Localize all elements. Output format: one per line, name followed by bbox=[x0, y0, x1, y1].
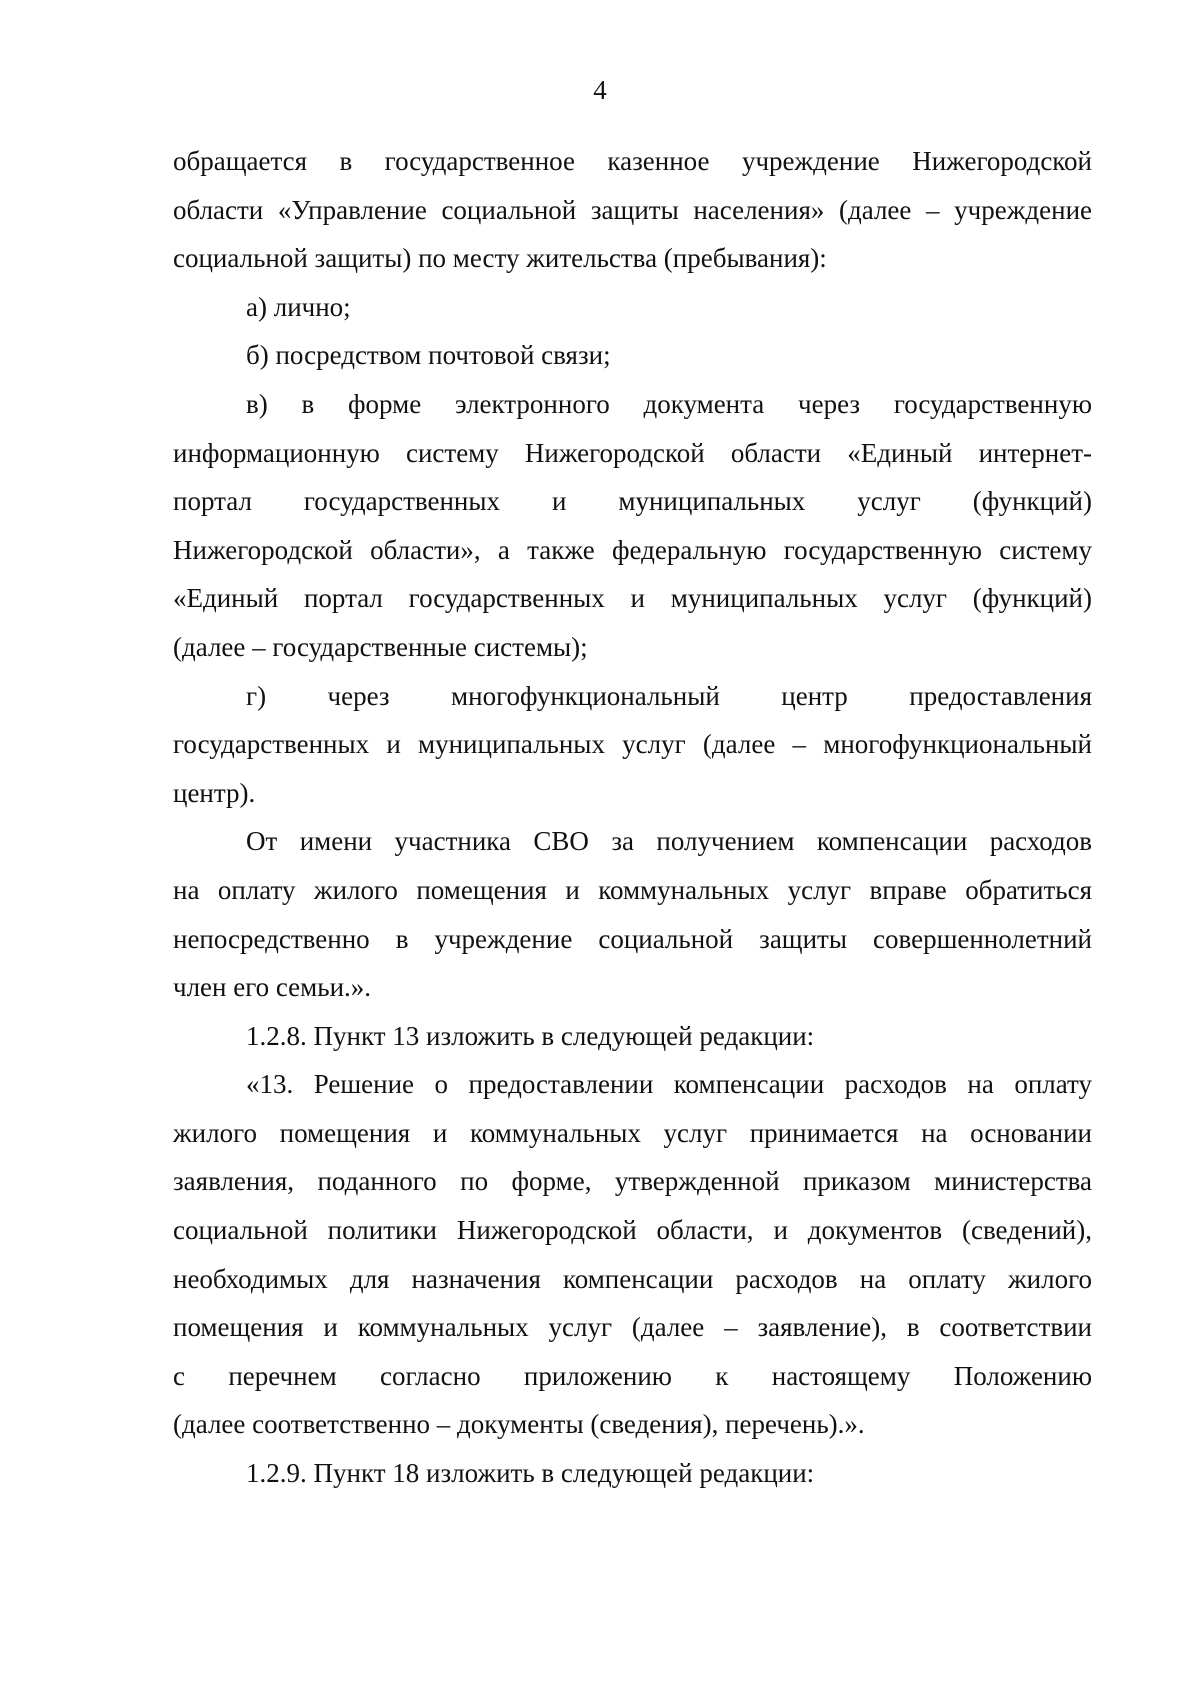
paragraph-start: «13. Решение о предоставлении компенсации расходов на оплату bbox=[246, 1069, 1092, 1100]
text-line: социальной защиты) по месту жительства (пребывания): bbox=[173, 243, 827, 274]
text-line: жилого помещения и коммунальных услуг принимается на основании bbox=[173, 1117, 1092, 1148]
section-heading-1-2-9: 1.2.9. Пункт 18 изложить в следующей редакции: bbox=[246, 1458, 815, 1489]
page-number: 4 bbox=[593, 75, 607, 105]
text-line: непосредственно в учреждение социальной защиты совершеннолетний bbox=[173, 923, 1092, 954]
text-line: заявления, поданного по форме, утвержденной приказом министерства bbox=[173, 1166, 1092, 1197]
text-line: «Единый портал государственных и муниципальных услуг (функций) bbox=[173, 583, 1092, 614]
list-item-v: в) в форме электронного документа через государственную bbox=[246, 388, 1092, 419]
text-line: информационную систему Нижегородской области «Единый интернет- bbox=[173, 437, 1092, 468]
text-line: с перечнем согласно приложению к настоящему Положению bbox=[173, 1360, 1092, 1391]
list-item-g: г) через многофункциональный центр предоставления bbox=[246, 680, 1092, 711]
text-line: государственных и муниципальных услуг (далее – многофункциональный bbox=[173, 729, 1092, 760]
document-body bbox=[173, 137, 1092, 1498]
list-item-a: а) лично; bbox=[246, 291, 351, 322]
text-line: (далее – государственные системы); bbox=[173, 631, 588, 662]
text-line: центр). bbox=[173, 777, 256, 808]
section-heading-1-2-8: 1.2.8. Пункт 13 изложить в следующей редакции: bbox=[246, 1020, 815, 1051]
text-line: необходимых для назначения компенсации расходов на оплату жилого bbox=[173, 1263, 1092, 1294]
text-line: обращается в государственное казенное учреждение Нижегородской bbox=[173, 146, 1092, 176]
text-line: помещения и коммунальных услуг (далее – заявление), в соответствии bbox=[173, 1312, 1092, 1343]
text-line: член его семьи.». bbox=[173, 972, 372, 1003]
text-line: (далее соответственно – документы (сведения), перечень).». bbox=[173, 1409, 865, 1440]
list-item-b: б) посредством почтовой связи; bbox=[246, 340, 611, 371]
text-line: портал государственных и муниципальных услуг (функций) bbox=[173, 486, 1092, 517]
text-line: социальной политики Нижегородской области, и документов (сведений), bbox=[173, 1215, 1092, 1246]
paragraph-start: От имени участника СВО за получением компенсации расходов bbox=[246, 826, 1092, 857]
text-line: области «Управление социальной защиты населения» (далее – учреждение bbox=[173, 194, 1092, 225]
text-line: Нижегородской области», а также федеральную государственную систему bbox=[173, 534, 1092, 565]
text-line: на оплату жилого помещения и коммунальных услуг вправе обратиться bbox=[173, 874, 1092, 905]
